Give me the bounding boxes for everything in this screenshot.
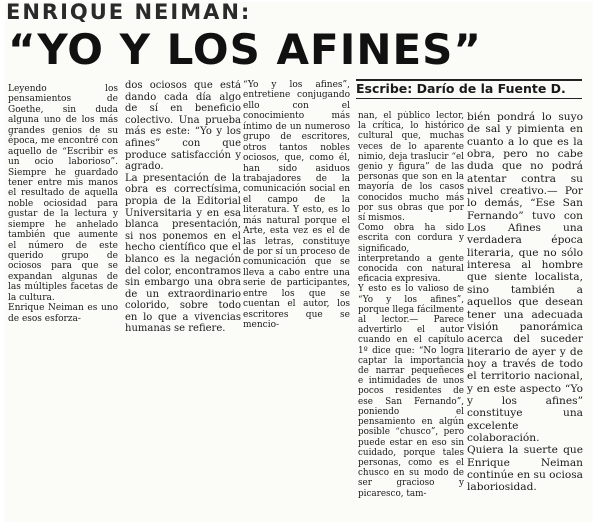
paragraph: Como obra ha sido escrita con cordura y significado, interpretando a gente conocida con natural eficacia expresiva.	[358, 223, 464, 285]
article-column-1	[8, 84, 118, 324]
paragraph: Y esto es lo valioso de “Yo y los afines”, porque llega fácilmente al lector.— Parece advertirlo el autor cuando en el capítulo 1º dice que: “No logra captar la importancia de narrar pequeñeces e intimidades de unos pocos residentes de ese San Fernando”, poniendo el pensamiento en algún posible “chusco”, pero puede estar en eso sin cuidado, porque tales personas, como es el chusco en su modo de ser gracioso y picaresco, tam-	[358, 284, 464, 499]
article-column-2	[125, 80, 241, 335]
paragraph: “Yo y los afines”, entretiene conjugando ello con el conocimiento más íntimo de un numeroso grupo de escritores, otros tantos nobles ociosos, que, como él, han sido asiduos trabajadores de la comunicación social en el campo de la literatura. Y esto, es lo más natural porque el Arte, esta vez es el de las letras, constituye de por sí un proceso de comunicación que se lleva a cabo entre una serie de participantes, entre los que se cuentan el autor, los escritores que se mencio-	[243, 80, 350, 331]
paragraph: bién pondrá lo suyo de sal y pimienta en cuanto a lo que es la obra, pero no cabe duda que no podrá atentar contra su nivel creativo.— Por lo demás, “Ese San Fernando” tuvo con Los Afines una verdadera época literaria, que no sólo interesa al hombre que siente localista, sino también a aquellos que desean tener una adecuada visión panorámica acerca del suceder literario de ayer y de hoy a través de todo el territorio nacional, y en este aspecto “Yo y los afines” constituye una excelente colaboración.	[467, 111, 583, 444]
article-kicker: ENRIQUE NEIMAN:	[6, 0, 252, 24]
article-column-5	[467, 111, 583, 494]
byline-bottom-rule	[356, 98, 582, 99]
paragraph: Leyendo los pensamientos de Goethe, sin duda alguna uno de los más grandes genios de su época, me encontré con aquello de “Escribir es un ocio laborioso”. Siempre he guardado tener entre mis manos el resultado de aquella noble ociosidad para gustar de la lectura y siempre he anhelado también que aumente el número de este querido grupo de ociosos para que se expandan algunas de las múltiples facetas de la cultura.	[8, 84, 118, 303]
article-headline: “YO Y LOS AFINES”	[8, 25, 483, 74]
paragraph: nan, el público lector, la crítica, lo histórico cultural que, muchas veces de lo aparente nimio, deja traslucir “el genio y figura” de las personas que son en la mayoría de los casos conocidos mucho más por sus obras que por sí mismos.	[358, 111, 464, 224]
paragraph: dos ociosos que está dando cada día algo de sí en beneficio colectivo. Una prueba más es este: “Yo y los afines” con que produce satisfacción y agrado.	[125, 80, 241, 173]
article-column-4	[358, 111, 464, 499]
paragraph: Quiera la suerte que Enrique Neiman continúe en su ociosa laboriosidad.	[467, 444, 583, 494]
article-byline: Escribe: Darío de la Fuente D.	[356, 81, 566, 96]
article-column-3	[243, 80, 350, 331]
paragraph: La presentación de la obra es correctísima, propia de la Editorial Universitaria y en esa blanca presentación, si nos ponemos en el hecho científico que el blanco es la negación del color, encontramos sin embargo una obra de un extraordinario colorido, sobre todo en lo que a vivencias humanas se refiere.	[125, 172, 241, 335]
paragraph: Enrique Neiman es uno de esos esforza-	[8, 303, 118, 324]
